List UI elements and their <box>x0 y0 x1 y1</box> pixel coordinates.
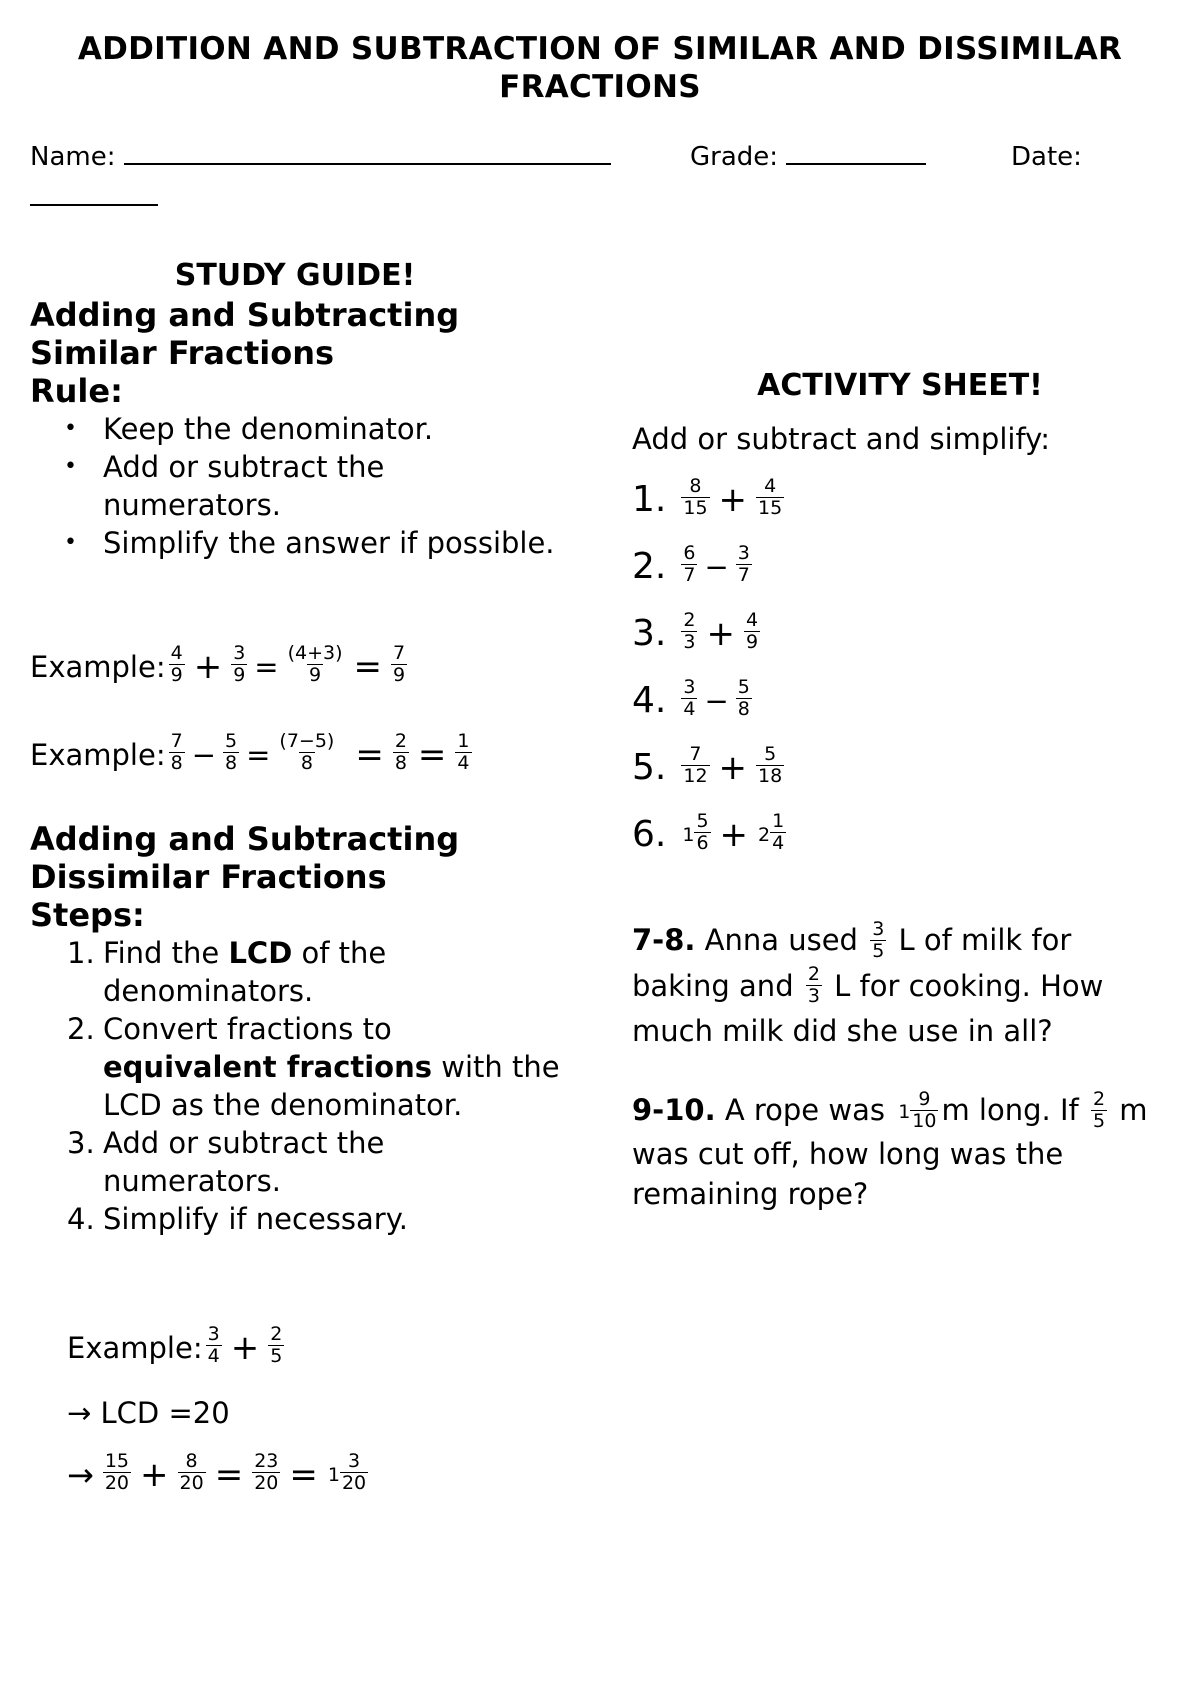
dissimilar-heading-2: Dissimilar Fractions <box>30 858 387 896</box>
example-label: Example: <box>30 737 166 772</box>
fraction: $\frac{5}{8}$ <box>225 730 238 774</box>
mixed-whole: 1 <box>898 1101 911 1123</box>
fraction: $\frac{5}{18}$ <box>758 743 783 787</box>
fraction: $\frac{(7-5)}{8}$ <box>279 730 335 774</box>
dissimilar-section <box>30 820 570 1238</box>
grade-blank[interactable] <box>786 143 926 165</box>
problem-item: 3. $\frac{2}{3}$ + $\frac{4}{9}$ <box>632 609 759 654</box>
fraction: $\frac{7}{8}$ <box>170 730 183 774</box>
fraction: $\frac{3}{5}$ <box>872 917 885 962</box>
fraction: $\frac{4}{9}$ <box>170 642 183 686</box>
problem-number: 7-8. <box>632 923 696 957</box>
rule-item: • Add or subtract the numerators. <box>30 448 570 524</box>
name-label: Name: <box>30 142 116 172</box>
name-field-row <box>30 142 611 172</box>
problem-list <box>632 466 789 868</box>
fraction: $\frac{2}{3}$ <box>683 609 696 653</box>
fraction: $\frac{9}{10}$ <box>912 1087 937 1132</box>
example-dissimilar: Example: $\frac{3}{4}$ + $\frac{2}{5}$ <box>67 1323 283 1368</box>
fraction: $\frac{5}{8}$ <box>737 676 750 720</box>
fraction: $\frac{2}{5}$ <box>1092 1087 1106 1132</box>
fraction: $\frac{2}{3}$ <box>807 963 820 1007</box>
similar-heading-2: Similar Fractions <box>30 334 335 372</box>
problem-item: 1. $\frac{8}{15}$ + $\frac{4}{15}$ <box>632 475 783 520</box>
fraction: $\frac{(4+3)}{9}$ <box>287 642 343 686</box>
step-item: 2. Convert fractions to equivalent fractions with the LCD as the denominator. <box>67 1012 560 1122</box>
steps-label: Steps: <box>30 896 145 934</box>
date-blank[interactable] <box>30 204 158 206</box>
rule-item: • Keep the denominator. <box>30 410 570 448</box>
mixed-whole: 2 <box>758 823 771 846</box>
name-blank[interactable] <box>124 143 611 165</box>
fraction: $\frac{5}{6}$ <box>696 810 709 854</box>
problem-item: 2. $\frac{6}{7}$ − $\frac{3}{7}$ <box>632 542 750 587</box>
example-dissimilar-work: → $\frac{15}{20}$ + $\frac{8}{20}$ = $\frac{23}{20}$ = 1 $\frac{3}{20}$ <box>67 1450 367 1495</box>
fraction: $\frac{3}{9}$ <box>233 642 246 686</box>
lcd-line: → LCD =20 <box>67 1396 230 1430</box>
fraction: $\frac{7}{12}$ <box>683 743 708 787</box>
page-title: ADDITION AND SUBTRACTION OF SIMILAR AND DISSIMILAR FRACTIONS <box>77 31 1123 105</box>
steps-list <box>30 934 570 1238</box>
step-item: 4. Simplify if necessary. <box>67 1202 408 1236</box>
fraction: $\frac{1}{4}$ <box>772 810 785 854</box>
activity-sheet-heading: ACTIVITY SHEET! <box>757 368 1043 403</box>
date-label: Date: <box>1011 142 1082 172</box>
rule-list <box>30 410 570 562</box>
problem-item: 6. 1 $\frac{5}{6}$ + 2 $\frac{1}{4}$ <box>632 810 785 855</box>
grade-label: Grade: <box>690 142 779 172</box>
fraction: $\frac{3}{4}$ <box>683 676 696 720</box>
step-item: 1. Find the LCD of the denominators. <box>67 936 387 1008</box>
fraction: $\frac{8}{20}$ <box>179 1450 204 1494</box>
problem-item: 4. $\frac{3}{4}$ − $\frac{5}{8}$ <box>632 676 750 721</box>
word-problem-rope: 9-10. A rope was 1 $\frac{9}{10}$ m long. If $\frac{2}{5}$ m was cut off, how long was the remaining rope? <box>632 1087 1148 1211</box>
rule-item: • Simplify the answer if possible. <box>30 524 570 562</box>
fraction: $\frac{2}{8}$ <box>394 730 407 774</box>
example-label: Example: <box>30 649 166 684</box>
problem-number: 9-10. <box>632 1093 716 1127</box>
mixed-whole: 1 <box>327 1463 340 1486</box>
fraction: $\frac{23}{20}$ <box>254 1450 279 1494</box>
study-guide-heading: STUDY GUIDE! <box>174 258 416 293</box>
fraction: $\frac{2}{5}$ <box>270 1323 283 1367</box>
fraction: $\frac{3}{20}$ <box>341 1450 367 1494</box>
example-similar-subtract: Example: $\frac{7}{8}$ − $\frac{5}{8}$ = $\frac{(7-5)}{8}$ = $\frac{2}{8}$ = $\frac{1}{4}$ <box>30 730 470 775</box>
mixed-whole: 1 <box>682 823 695 846</box>
similar-heading-1: Adding and Subtracting <box>30 296 460 334</box>
fraction: $\frac{3}{7}$ <box>737 542 750 586</box>
fraction: $\frac{4}{9}$ <box>745 609 759 653</box>
step-item: 3. Add or subtract the numerators. <box>67 1126 385 1198</box>
example-similar-add: Example: $\frac{4}{9}$ + $\frac{3}{9}$ = $\frac{(4+3)}{9}$ = $\frac{7}{9}$ <box>30 642 406 687</box>
rule-label: Rule: <box>30 372 123 410</box>
fraction: $\frac{3}{4}$ <box>207 1323 220 1367</box>
example-label: Example: <box>67 1330 203 1365</box>
grade-field-row <box>690 142 926 172</box>
fraction: $\frac{15}{20}$ <box>104 1450 129 1494</box>
fraction: $\frac{8}{15}$ <box>683 475 708 519</box>
dissimilar-heading-1: Adding and Subtracting <box>30 820 460 858</box>
arrow-icon: → <box>67 1455 94 1494</box>
fraction: $\frac{7}{9}$ <box>393 642 406 686</box>
similar-section <box>30 296 570 562</box>
fraction: $\frac{1}{4}$ <box>457 730 470 774</box>
problem-item: 5. $\frac{7}{12}$ + $\frac{5}{18}$ <box>632 743 783 788</box>
activity-instruction: Add or subtract and simplify: <box>632 422 1050 456</box>
fraction: $\frac{6}{7}$ <box>683 542 696 586</box>
fraction: $\frac{4}{15}$ <box>758 475 783 519</box>
word-problem-milk: 7-8. Anna used $\frac{3}{5}$ L of milk for baking and $\frac{2}{3}$ L for cooking. How much milk did she use in all? <box>632 917 1104 1048</box>
